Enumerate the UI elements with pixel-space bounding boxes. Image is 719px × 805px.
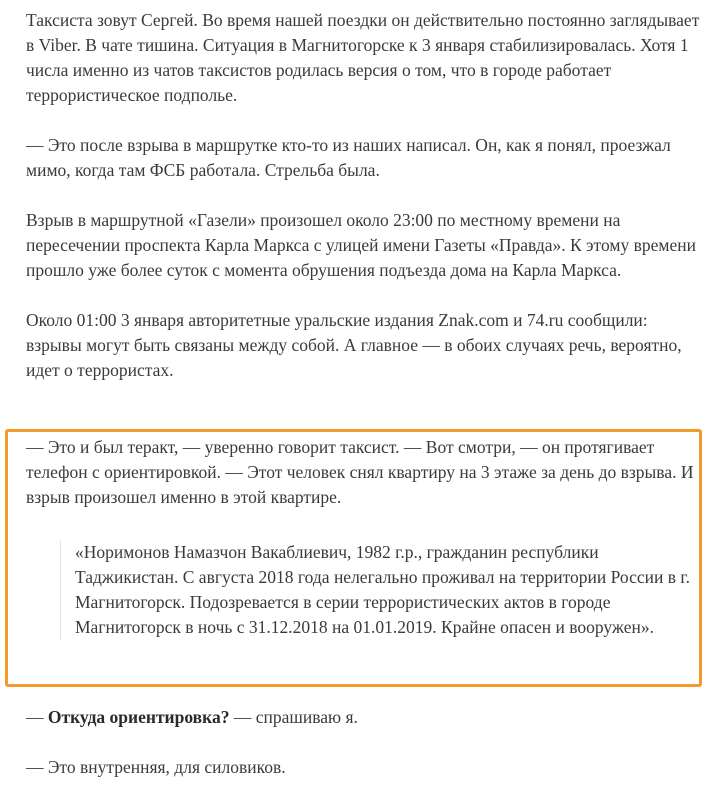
question-prefix: — bbox=[26, 707, 48, 727]
question-suffix: — спрашиваю я. bbox=[229, 707, 358, 727]
paragraph-taxi-driver: Таксиста зовут Сергей. Во время нашей поездки он действительно постоянно заглядывает в Viber. В чате тишина. Ситуация в Магнитогорске к 3 января стабилизировалась. Хотя 1 числа именно из чатов таксистов родилась версия о том, что в городе работает террористическое подполье. bbox=[26, 10, 700, 105]
question-bold: Откуда ориентировка? bbox=[47, 707, 230, 727]
paragraph-explosion: Взрыв в маршрутной «Газели» произошел около 23:00 по местному времени на пересечении проспекта Карла Маркса с улицей имени Газеты «Правда». К этому времени прошло уже более суток с момента обрушения подъезда дома на Карла Маркса. bbox=[26, 210, 696, 280]
paragraph-terror-claim: — Это и был теракт, — уверенно говорит таксист. — Вот смотри, — он протягивает телефон с ориентировкой. — Этот человек снял квартиру на 3 этаже за день до взрыва. И взрыв произошел именно в этой квартире. bbox=[26, 437, 694, 507]
article-continuation bbox=[26, 705, 706, 805]
paragraph-question bbox=[26, 705, 706, 730]
paragraph-media-report: Около 01:00 3 января авторитетные уральские издания Znak.com и 74.ru сообщили: взрывы могут быть связаны между собой. А главное — в обоих случаях речь, вероятно, идет о террористах. bbox=[26, 310, 682, 380]
article-body bbox=[26, 8, 706, 408]
blockquote-wanted-notice: «Норимонов Намазчон Вакаблиевич, 1982 г.р., гражданин республики Таджикистан. С августа 2018 года нелегально проживал на территории России в г. Магнитогорск. Подозревается в серии террористических актов в городе Магнитогорск в ночь с 31.12.2018 на 01.01.2019. Крайне опасен и вооружен». bbox=[60, 540, 703, 640]
highlighted-section bbox=[26, 435, 706, 640]
paragraph-answer: — Это внутренняя, для силовиков. bbox=[26, 757, 286, 777]
paragraph-driver-quote: — Это после взрыва в маршрутке кто-то из наших написал. Он, как я понял, проезжал мимо, когда там ФСБ работала. Стрельба была. bbox=[26, 135, 671, 180]
